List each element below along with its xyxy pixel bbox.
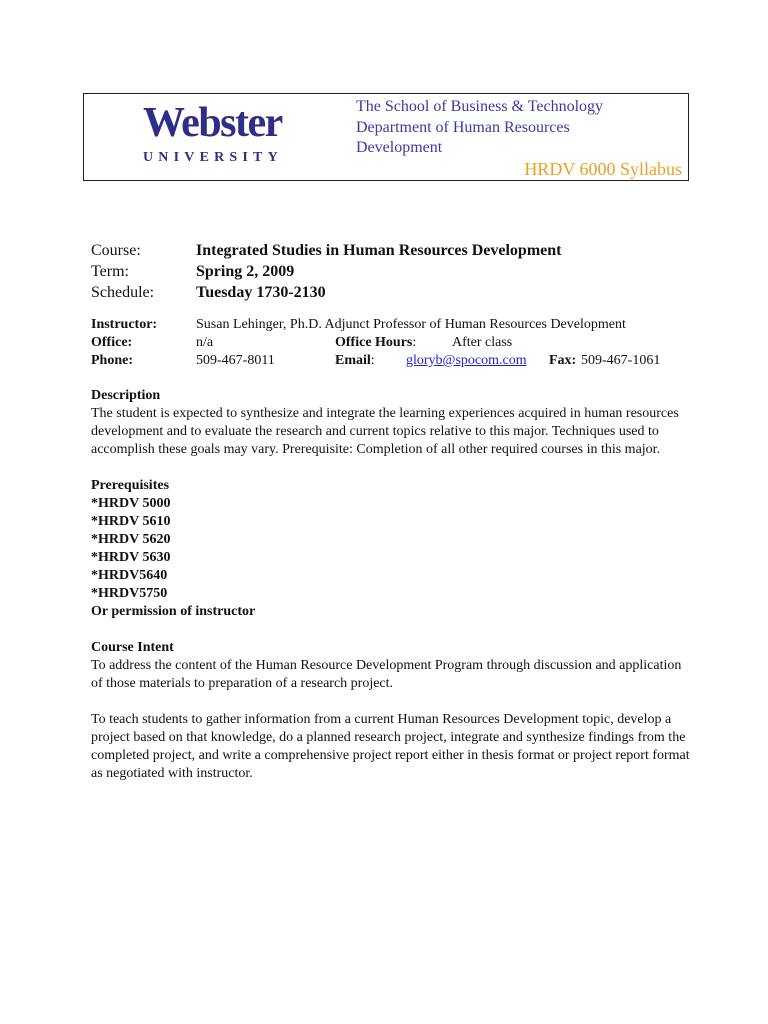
course-intent-paragraph: To address the content of the Human Resource Development Program through discussion and application of those materials to preparation of a research project. — [91, 658, 682, 691]
prerequisite-item: *HRDV 5620 — [91, 532, 171, 547]
webster-logo: Webster — [143, 100, 282, 146]
prerequisite-item: *HRDV5750 — [91, 586, 168, 601]
prerequisite-item: *HRDV5640 — [91, 568, 168, 583]
instructor-value: Susan Lehinger, Ph.D. Adjunct Professor of Human Resources Development — [196, 317, 626, 332]
email-colon: : — [370, 353, 375, 368]
office-hours-label: Office Hours — [335, 335, 413, 350]
email-label-group — [335, 352, 375, 370]
course-intent-paragraph: To teach students to gather information from a current Human Resources Development topic, develop a project based on that knowledge, do a planned research project, integrate and synthesize findings from the completed project, and write a comprehensive project report either in thesis format or project report format as negotiated with instructor. — [91, 712, 690, 781]
office-label: Office: — [91, 335, 133, 350]
prerequisite-item: *HRDV 5610 — [91, 514, 171, 529]
description-heading: Description — [91, 388, 161, 403]
syllabus-body — [91, 387, 691, 783]
prerequisite-item: *HRDV 5630 — [91, 550, 171, 565]
schedule-value: Tuesday 1730-2130 — [196, 284, 326, 301]
description-text: The student is expected to synthesize and integrate the learning experiences acquired in human resources development and to evaluate the research and current topics relative to this major. Techniques used to accomplish these goals may vary. Prerequisite: Completion of all other required courses in this major. — [91, 406, 679, 457]
term-value: Spring 2, 2009 — [196, 263, 295, 280]
course-intent-heading: Course Intent — [91, 640, 174, 655]
school-line: The School of Business & Technology — [356, 98, 604, 115]
fax-value: 509-467-1061 — [581, 353, 661, 368]
office-value: n/a — [196, 335, 214, 350]
department-line: Department of Human Resources — [356, 118, 570, 136]
department-line-2: Development — [356, 139, 443, 156]
course-label: Course: — [91, 242, 141, 259]
office-hours-colon: : — [412, 335, 417, 350]
schedule-label: Schedule: — [91, 284, 155, 301]
school-block — [356, 97, 656, 159]
email-link[interactable]: gloryb@spocom.com — [406, 353, 527, 368]
email-label: Email — [335, 353, 371, 368]
header-box — [83, 93, 689, 181]
term-label: Term: — [91, 263, 129, 280]
prerequisites-heading: Prerequisites — [91, 478, 170, 493]
instructor-label: Instructor: — [91, 317, 158, 332]
prerequisite-item: *HRDV 5000 — [91, 496, 171, 511]
phone-label: Phone: — [91, 353, 133, 368]
office-hours-label-group — [335, 334, 416, 352]
webster-logo-university: UNIVERSITY — [143, 150, 283, 165]
syllabus-title: HRDV 6000 Syllabus — [524, 159, 682, 179]
course-value: Integrated Studies in Human Resources Development — [196, 242, 562, 259]
phone-value: 509-467-8011 — [196, 353, 275, 368]
fax-label: Fax: — [549, 353, 577, 368]
office-hours-value: After class — [452, 335, 513, 350]
prerequisites-footer: Or permission of instructor — [91, 604, 256, 619]
